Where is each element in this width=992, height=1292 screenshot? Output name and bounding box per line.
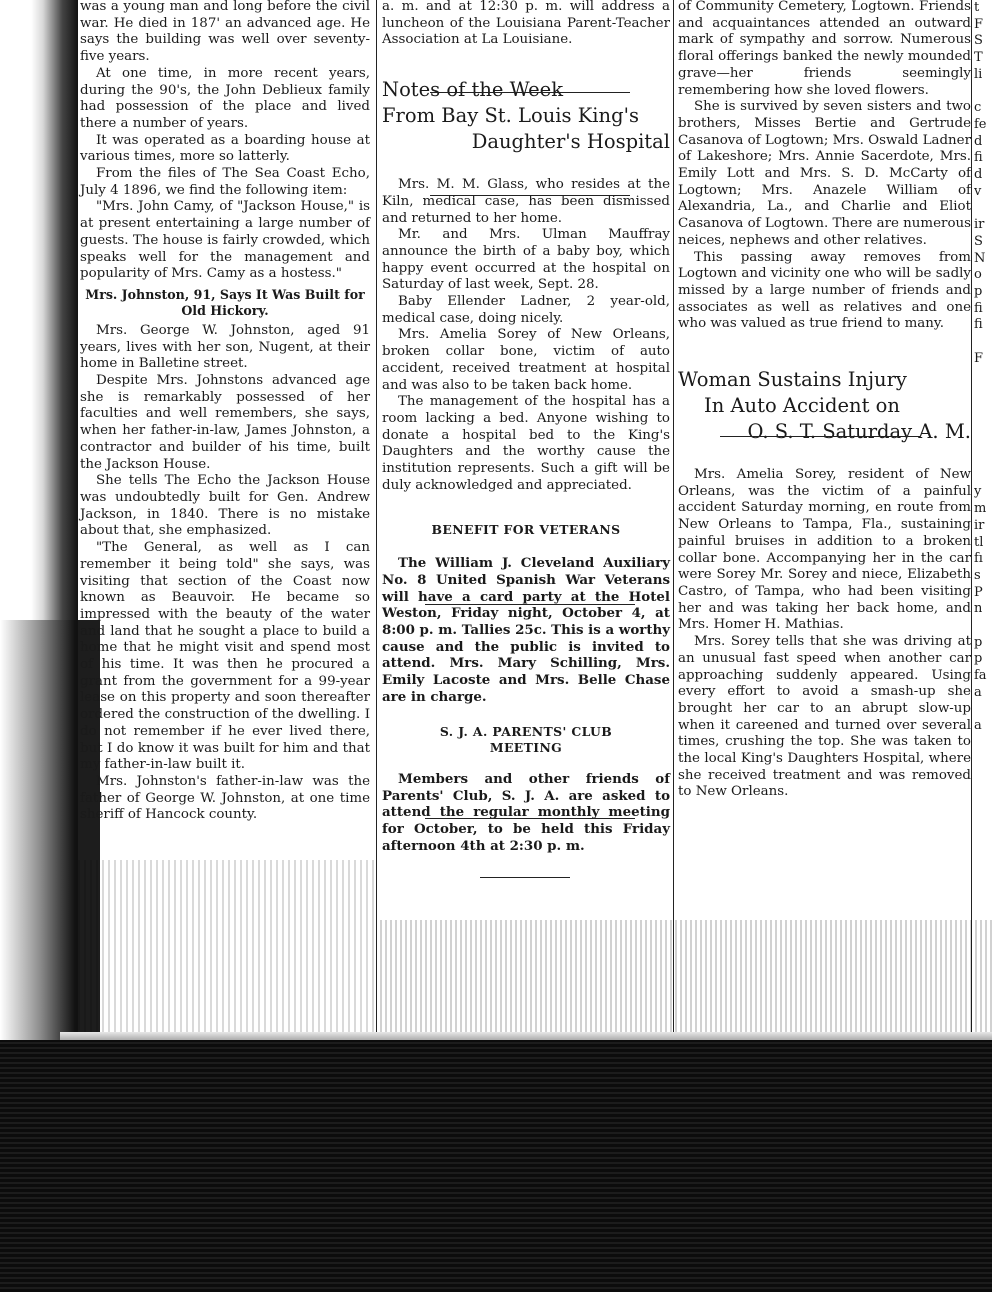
col2-paragraph: Mr. and Mrs. Ulman Mauffray announce the birth of a baby boy, which happy event occurred at the hospital on Saturday of last week, Sept. 28. (382, 227, 670, 293)
column-4-cropped (974, 0, 992, 735)
col3-paragraph: Mrs. Amelia Sorey, resident of New Orleans, was the victim of a painful accident Saturday morning, en route from New Orleans to Tampa, Fla., sustaining painful bruises in addition to a broken collar bone. Accompanying her in the car were Sorey Mr. Sorey and niece, Elizabeth Castro, of Tampa, who had been visiting her and was taking her back home, and Mrs. Homer H. Mathias. (678, 467, 971, 633)
col2-paragraph: a. m. and at 12:30 p. m. will address a luncheon of the Louisiana Parent-Teacher Association at La Louisiane. (382, 0, 670, 48)
col4-fragment: t (974, 0, 980, 15)
col4-fragment (974, 451, 992, 468)
col1-paragraph: Mrs. George W. Johnston, aged 91 years, lives with her son, Nugent, at their home in Balletine street. (80, 322, 370, 372)
col4-fragment: ir (974, 217, 985, 233)
column-rule (673, 0, 674, 1040)
col4-fragment: li (974, 66, 983, 82)
col4-fragment: fi (974, 317, 983, 333)
col4-fragment: F (974, 350, 984, 366)
headline-line: Woman Sustains Injury (678, 368, 907, 392)
col4-fragment (974, 84, 992, 101)
col4-fragment: p (974, 634, 983, 650)
col4-fragment: fı (974, 551, 983, 567)
col3-paragraph: She is survived by seven sisters and two brothers, Misses Bertie and Gertrude Casanova of Logtown; Mrs. Oswald Ladner of Lakeshore; Mrs. Annie Sacerdote, Mrs. Emily Lott and Mrs. S. D. McCarty of Logtown; Mrs. Anazele William of Alexandria, La., and Charlie and Eliot Casanova of Logtown. There are numerous neices, nephews and other relatives. (678, 99, 971, 248)
col4-fragment: y (974, 484, 982, 500)
col4-fragment: n (974, 601, 983, 617)
col4-fragment: a (974, 718, 982, 734)
col4-fragment: fi (974, 150, 983, 166)
col4-fragment: S (974, 33, 983, 49)
heading-line: MEETING (489, 740, 563, 756)
col4-fragment: tl (974, 534, 984, 550)
col1-paragraph: was a young man and long before the civil war. He died in 187' an advanced age. He says the building was well over seventy-five years. (80, 0, 370, 65)
column-rule (971, 0, 972, 1040)
col1-paragraph: Despite Mrs. Johnstons advanced age she is remarkably possessed of her faculties and well remembers, she says, when her father-in-law, James Johnston, a contractor and builder of his time, built the Jackson House. (80, 373, 370, 472)
col4-fragment (974, 401, 992, 418)
col4-fragment: N (974, 250, 986, 266)
col2-paragraph: Mrs. Amelia Sorey of New Orleans, broken collar bone, victim of auto accident, received treatment at hospital and was also to be taken back home. (382, 327, 670, 393)
col2-paragraph: Mrs. M. M. Glass, who resides at the Kiln, medical case, has been dismissed and returned to her home. (382, 177, 670, 226)
col4-fragment: o (974, 267, 982, 283)
col4-fragment (974, 702, 992, 719)
headline-line: O. S. T. Saturday A. M. (747, 420, 971, 444)
col1-paragraph: At one time, in more recent years, during the 90's, the John Deblieux family had possession of the place and lived there a number of years. (80, 65, 370, 131)
col4-fragment: s (974, 567, 981, 583)
col4-fragment: v (974, 183, 982, 199)
col4-fragment: S (974, 233, 983, 249)
col1-paragraph: "Mrs. John Camy, of "Jackson House," is at present entertaining a large number of guests. The house is fairly crowded, which speaks well for the management and popularity of Mrs. Camy as a hostess." (80, 199, 370, 282)
col1-paragraph: Mrs. Johnston's father-in-law was the father of George W. Johnston, at one time sheriff of Hancock county. (80, 773, 370, 823)
col4-fragment: d (974, 133, 983, 149)
divider (430, 195, 630, 196)
column-1 (80, 0, 370, 824)
col1-paragraph: From the files of The Sea Coast Echo, July 4 1896, we find the following item: (80, 166, 370, 198)
divider (425, 818, 635, 819)
col4-fragment: fa (974, 668, 987, 684)
scan-noise (380, 920, 992, 1040)
col1-subhead: Mrs. Johnston, 91, Says It Was Built for Old Hickory. (85, 286, 365, 318)
col4-fragment: P (974, 584, 983, 600)
col1-paragraph: She tells The Echo the Jackson House was undoubtedly built for Gen. Andrew Jackson, in 1840. There is no mistake about that, she emphasized. (80, 473, 370, 539)
col4-fragment: c (974, 100, 982, 116)
col4-fragment (974, 334, 992, 351)
col4-fragment (974, 200, 992, 217)
col4-fragment: fi (974, 300, 983, 316)
headline-line: Notes of the Week (382, 78, 564, 102)
col3-headline (678, 367, 971, 445)
col4-fragment: F (974, 16, 984, 32)
col4-fragment (974, 367, 992, 384)
col2-paragraph: The William J. Cleveland Auxiliary No. 8 United Spanish War Veterans will have a card party at the Hotel Weston, Friday night, October 4, at 8:00 p. m. Tallies 25c. This is a worthy cause and the public is invited to attend. Mrs. Mary Schilling, Mrs. Emily Lacoste and Mrs. Belle Chase are in charge. (382, 555, 671, 705)
col4-fragment: m (974, 501, 987, 517)
col4-fragment (974, 384, 992, 401)
col4-fragment: p (974, 651, 983, 667)
col2-paragraph: Members and other friends of Parents' Club, S. J. A. are asked to attend the regular monthly meeting for October, to be held this Friday afternoon 4th at 2:30 p. m. (382, 770, 670, 854)
col4-fragment (974, 618, 992, 635)
col3-paragraph: This passing away removes from Logtown and vicinity one who will be sadly missed by a large number of friends and associates as well as relatives and one who was valued as true friend to many. (678, 249, 971, 332)
col1-paragraph: "The General, as well as I can remember it being told" she says, was visiting that section of the Coast now known as Beauvoir. He became so impressed with the beauty of the water and land that he sought a place to build a home that he might visit and spend most of his time. It was then he procured a grant from the government for a 99-year lease on this property and soon thereafter ordered the construction of the dwelling. I do not remember if he ever lived there, but I do know it was built for him and that my father-in-law built it. (80, 540, 370, 773)
col4-fragment: p (974, 283, 983, 299)
col4-fragment: a (974, 684, 982, 700)
col1-paragraph: It was operated as a boarding house at various times, more so latterly. (80, 132, 370, 165)
parents-club-heading (382, 724, 670, 757)
col2-headline (382, 77, 670, 155)
divider (720, 436, 920, 437)
col2-paragraph: Baby Ellender Ladner, 2 year-old, medical case, doing nicely. (382, 294, 670, 326)
divider (430, 92, 630, 93)
headline-line: Daughter's Hospital (471, 130, 670, 154)
col4-fragment (974, 434, 992, 451)
col4-lines (974, 0, 992, 735)
divider (480, 877, 570, 878)
col4-fragment (974, 468, 992, 485)
scan-noise (78, 860, 378, 1040)
col2-paragraph: The management of the hospital has a room lacking a bed. Anyone wishing to donate a hospital bed to the King's Daughters and the worthy cause the institution represents. Such a gift will be duly acknowledged and appreciated. (382, 394, 670, 493)
benefit-heading: BENEFIT FOR VETERANS (431, 522, 621, 538)
col3-paragraph: Mrs. Sorey tells that she was driving at an unusual fast speed when another car approaching suddenly appeared. Using every effort to avoid a smash-up she brought her car to an abrupt slow-up when it careened and turned over several times, crushing the top. She was taken to the local King's Daughters Hospital, where she received treatment and was removed to New Orleans. (678, 634, 971, 800)
column-3 (678, 0, 971, 801)
headline-line: From Bay St. Louis King's (382, 104, 639, 128)
divider (425, 604, 635, 605)
headline-line: In Auto Accident on (704, 394, 900, 418)
col4-fragment: T (974, 50, 983, 66)
col4-fragment: d (974, 167, 983, 183)
col3-paragraph: of Community Cemetery, Logtown. Friends and acquaintances attended an outward mark of sympathy and sorrow. Numerous floral offerings banked the newly mounded grave—her friends seemingly remembering how she loved flowers. (678, 0, 971, 98)
col4-fragment: fe (974, 116, 987, 132)
col4-fragment: ir (974, 517, 985, 533)
scan-dark-bottom (0, 1040, 992, 1292)
column-2 (382, 0, 670, 854)
heading-line: S. J. A. PARENTS' CLUB (439, 723, 613, 739)
col4-fragment (974, 418, 992, 435)
